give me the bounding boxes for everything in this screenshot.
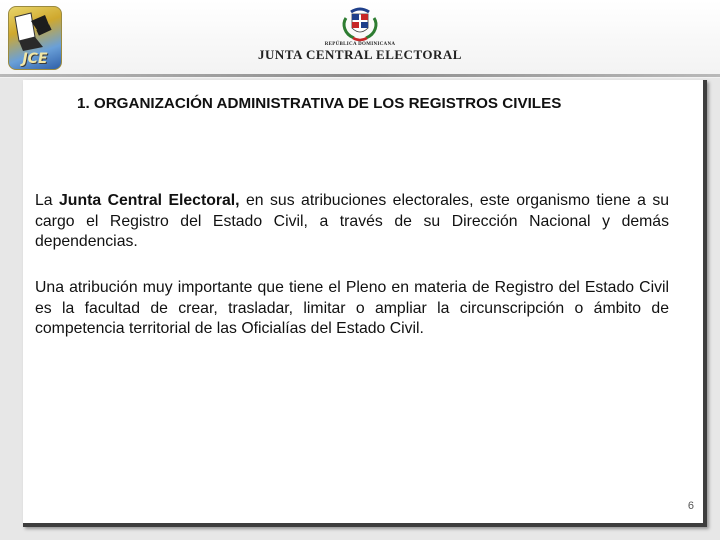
page-number: 6 (687, 500, 694, 512)
coat-of-arms-icon (340, 4, 380, 44)
logo-text: JCE (22, 51, 48, 67)
header-title: JUNTA CENTRAL ELECTORAL (258, 47, 462, 62)
paragraph-1-prefix: La (35, 192, 60, 209)
section-title: 1. ORGANIZACIÓN ADMINISTRATIVA DE LOS REGISTROS CIVILES (77, 95, 562, 112)
header-bar (0, 0, 720, 78)
header-divider (0, 74, 720, 77)
paragraph-1-bold: Junta Central Electoral, (59, 192, 240, 209)
paragraph-2: Una atribución muy importante que tiene el Pleno en materia de Registro del Estado Civil es la facultad de crear, trasladar, limitar o ampliar la circunscripción o ámbito de competencia territorial de las Oficialías del Estado Civil. (35, 279, 669, 337)
paragraph-1 (35, 191, 669, 253)
paragraph-1-rest: en sus atribuciones electorales, este organismo tiene a su cargo el Registro del Estado Civil, a través de su Dirección Nacional y demás dependencias. (35, 192, 669, 250)
header-subtitle: REPÚBLICA DOMINICANA (324, 42, 396, 47)
jce-logo (8, 6, 62, 70)
